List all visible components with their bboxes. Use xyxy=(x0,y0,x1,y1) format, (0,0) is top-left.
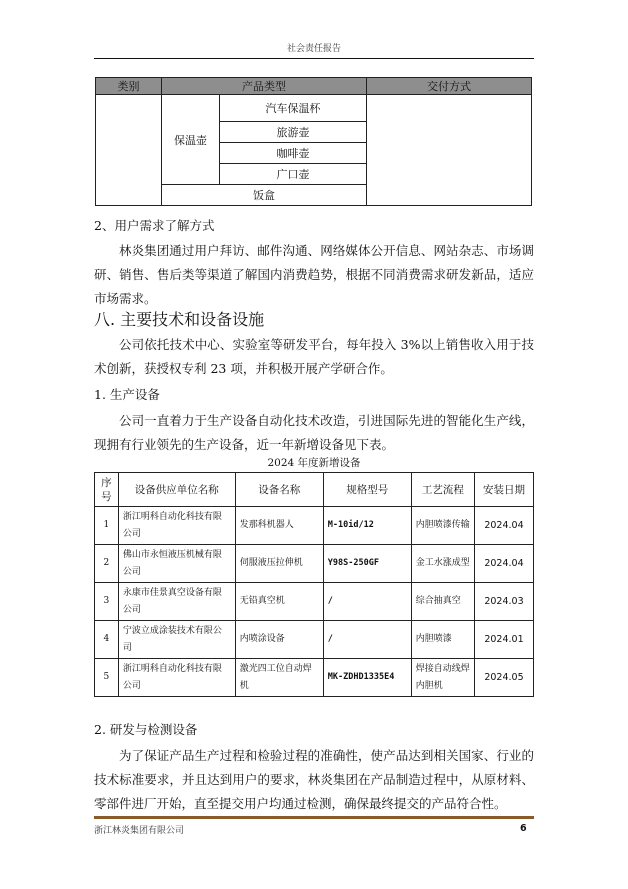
cell-model: / xyxy=(323,621,411,659)
header-divider xyxy=(94,58,534,59)
col-no: 序号 xyxy=(95,473,119,507)
cell-equipment: 伺服液压拉伸机 xyxy=(235,545,323,583)
col-product-type: 产品类型 xyxy=(162,78,367,95)
cell-no: 4 xyxy=(95,621,119,659)
section-heading: 2. 研发与检测设备 xyxy=(94,722,198,737)
product-cell: 广口壶 xyxy=(220,164,367,185)
paragraph: 公司一直着力于生产设备自动化技术改造，引进国际先进的智能化生产线，现拥有行业领先的生产设备，近一年新增设备见下表。 xyxy=(94,413,534,452)
cell-equipment: 内喷涂设备 xyxy=(235,621,323,659)
table-row xyxy=(95,621,534,659)
product-cell: 旅游壶 xyxy=(220,122,367,143)
cell-equipment: 激光四工位自动焊机 xyxy=(235,659,323,697)
cell-date: 2024.03 xyxy=(474,583,533,621)
cell-model: / xyxy=(323,583,411,621)
delivery-cell xyxy=(367,95,532,206)
cell-process: 焊接自动线焊内胆机 xyxy=(411,659,474,697)
report-header-title: 社会责任报告 xyxy=(286,44,341,54)
cell-model: Y98S-250GF xyxy=(323,545,411,583)
cell-supplier: 宁波立成涂装技术有限公司 xyxy=(118,621,235,659)
footer-divider xyxy=(94,816,534,819)
cell-supplier: 浙江明科自动化科技有限公司 xyxy=(118,507,235,545)
col-supplier: 设备供应单位名称 xyxy=(118,473,235,507)
col-model: 规格型号 xyxy=(323,473,411,507)
col-delivery: 交付方式 xyxy=(367,78,532,95)
footer-company: 浙江林炎集团有限公司 xyxy=(94,826,185,836)
table-row xyxy=(95,583,534,621)
product-cell: 咖啡壶 xyxy=(220,143,367,164)
paragraph: 为了保证产品生产过程和检验过程的准确性，使产品达到相关国家、行业的技术标准要求，并且达到用户的要求，林炎集团在产品制造过程中，从原材料、零部件进厂开始，直至提交用户均通过检测，确保最终提交的产品符合性。 xyxy=(94,748,534,811)
cell-date: 2024.01 xyxy=(474,621,533,659)
page-number: 6 xyxy=(520,823,527,834)
equipment-table xyxy=(94,472,534,697)
section-heading: 1. 生产设备 xyxy=(94,387,160,402)
cell-process: 金工水涨成型 xyxy=(411,545,474,583)
table-row xyxy=(95,659,534,697)
product-category-table xyxy=(95,77,532,206)
section-heading: 2、用户需求了解方式 xyxy=(94,218,215,233)
category-cell xyxy=(96,95,162,206)
cell-supplier: 永康市佳景真空设备有限公司 xyxy=(118,583,235,621)
cell-no: 1 xyxy=(95,507,119,545)
col-equipment: 设备名称 xyxy=(235,473,323,507)
table-row xyxy=(95,507,534,545)
cell-no: 2 xyxy=(95,545,119,583)
table-row xyxy=(95,545,534,583)
col-date: 安装日期 xyxy=(474,473,533,507)
cell-no: 3 xyxy=(95,583,119,621)
product-cell: 汽车保温杯 xyxy=(220,95,367,122)
cell-no: 5 xyxy=(95,659,119,697)
col-process: 工艺流程 xyxy=(411,473,474,507)
group-cell: 保温壶 xyxy=(162,95,220,185)
paragraph: 林炎集团通过用户拜访、邮件沟通、网络媒体公开信息、网站杂志、市场调研、销售、售后类等渠道了解国内消费趋势，根据不同消费需求研发新品，适应市场需求。 xyxy=(94,243,534,306)
cell-process: 综合抽真空 xyxy=(411,583,474,621)
cell-equipment: 发那科机器人 xyxy=(235,507,323,545)
cell-process: 内胆喷漆传输 xyxy=(411,507,474,545)
cell-date: 2024.04 xyxy=(474,545,533,583)
cell-process: 内胆喷漆 xyxy=(411,621,474,659)
chapter-heading: 八. 主要技术和设备设施 xyxy=(94,310,265,329)
col-category: 类别 xyxy=(96,78,162,95)
cell-supplier: 佛山市永恒液压机械有限公司 xyxy=(118,545,235,583)
product-cell: 饭盒 xyxy=(162,185,367,206)
cell-supplier: 浙江明科自动化科技有限公司 xyxy=(118,659,235,697)
cell-model: M-10id/12 xyxy=(323,507,411,545)
cell-equipment: 无铅真空机 xyxy=(235,583,323,621)
cell-date: 2024.05 xyxy=(474,659,533,697)
paragraph: 公司依托技术中心、实验室等研发平台，每年投入 3%以上销售收入用于技术创新，获授权专利 23 项，并积极开展产学研合作。 xyxy=(94,337,534,376)
table-caption: 2024 年度新增设备 xyxy=(267,457,361,469)
cell-date: 2024.04 xyxy=(474,507,533,545)
cell-model: MK-ZDHD1335E4 xyxy=(323,659,411,697)
